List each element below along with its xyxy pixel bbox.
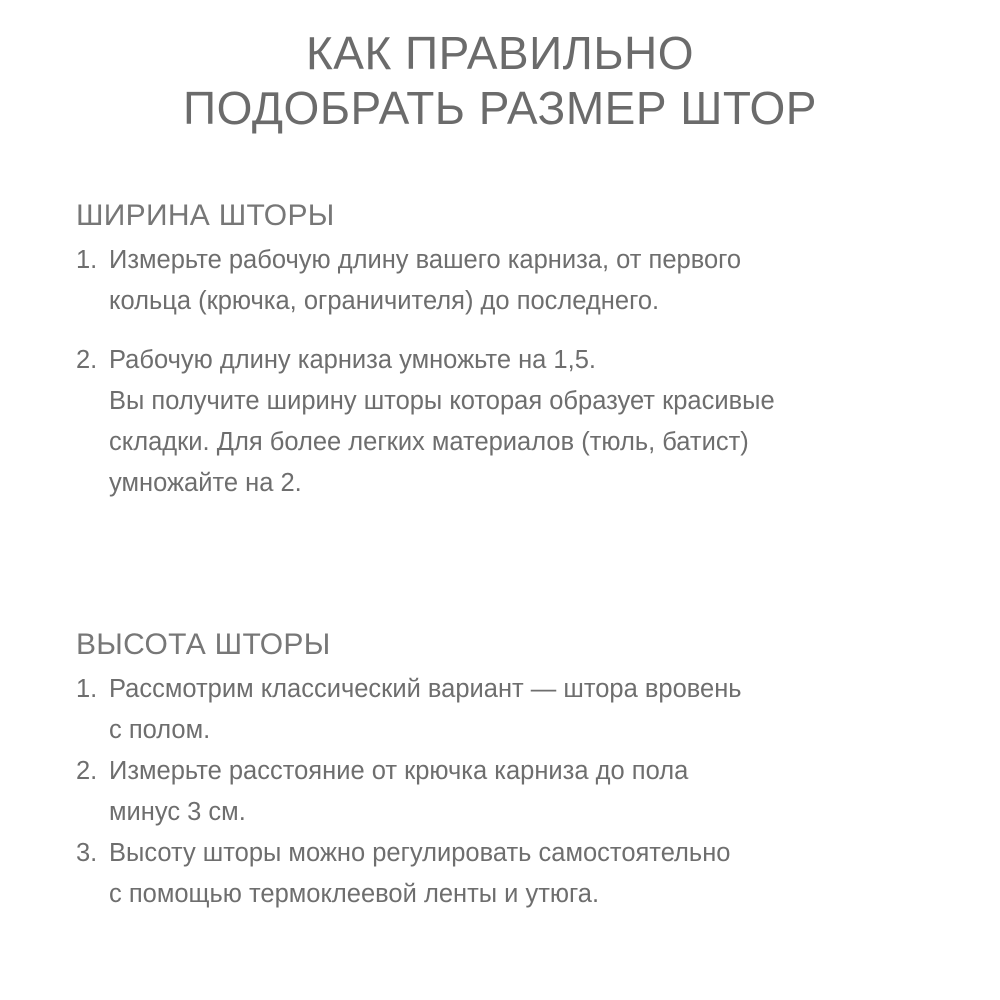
step-text-line: Измерьте рабочую длину вашего карниза, от первого [109, 246, 742, 274]
page-title-line-1: КАК ПРАВИЛЬНО [305, 27, 695, 79]
step-text-line: минус 3 см. [109, 798, 246, 826]
step-number: 1. [76, 675, 98, 703]
curtain-height-heading: ВЫСОТА ШТОРЫ [76, 628, 331, 661]
step-text-line: Высоту шторы можно регулировать самостоятельно [109, 839, 731, 867]
curtain-height-steps [76, 669, 956, 915]
step-text-line: Вы получите ширину шторы которая образует красивые [109, 387, 775, 415]
step-text-line: Измерьте расстояние от крючка карниза до пола [109, 757, 689, 785]
step-number: 1. [76, 246, 98, 274]
width-step-1 [76, 240, 956, 322]
width-step-2 [76, 340, 956, 504]
step-text-line: с помощью термоклеевой ленты и утюга. [109, 880, 600, 908]
step-text-line: с полом. [109, 716, 211, 744]
step-number: 3. [76, 839, 98, 867]
curtain-width-steps [76, 240, 956, 504]
page-title [0, 26, 1000, 136]
curtain-width-heading: ШИРИНА ШТОРЫ [76, 199, 335, 232]
step-number: 2. [76, 346, 98, 374]
height-step-2 [76, 751, 956, 833]
step-text-line: кольца (крючка, ограничителя) до последнего. [109, 287, 660, 315]
curtain-width-section [76, 196, 956, 504]
step-number: 2. [76, 757, 98, 785]
page-title-line-2: ПОДОБРАТЬ РАЗМЕР ШТОР [183, 82, 817, 134]
curtain-height-section [76, 625, 956, 915]
height-step-3 [76, 833, 956, 915]
step-text-line: Рассмотрим классический вариант — штора вровень [109, 675, 742, 703]
height-step-1 [76, 669, 956, 751]
step-text-line: умножайте на 2. [109, 469, 302, 497]
step-text-line: складки. Для более легких материалов (тюль, батист) [109, 428, 749, 456]
step-text-line: Рабочую длину карниза умножьте на 1,5. [109, 346, 596, 374]
